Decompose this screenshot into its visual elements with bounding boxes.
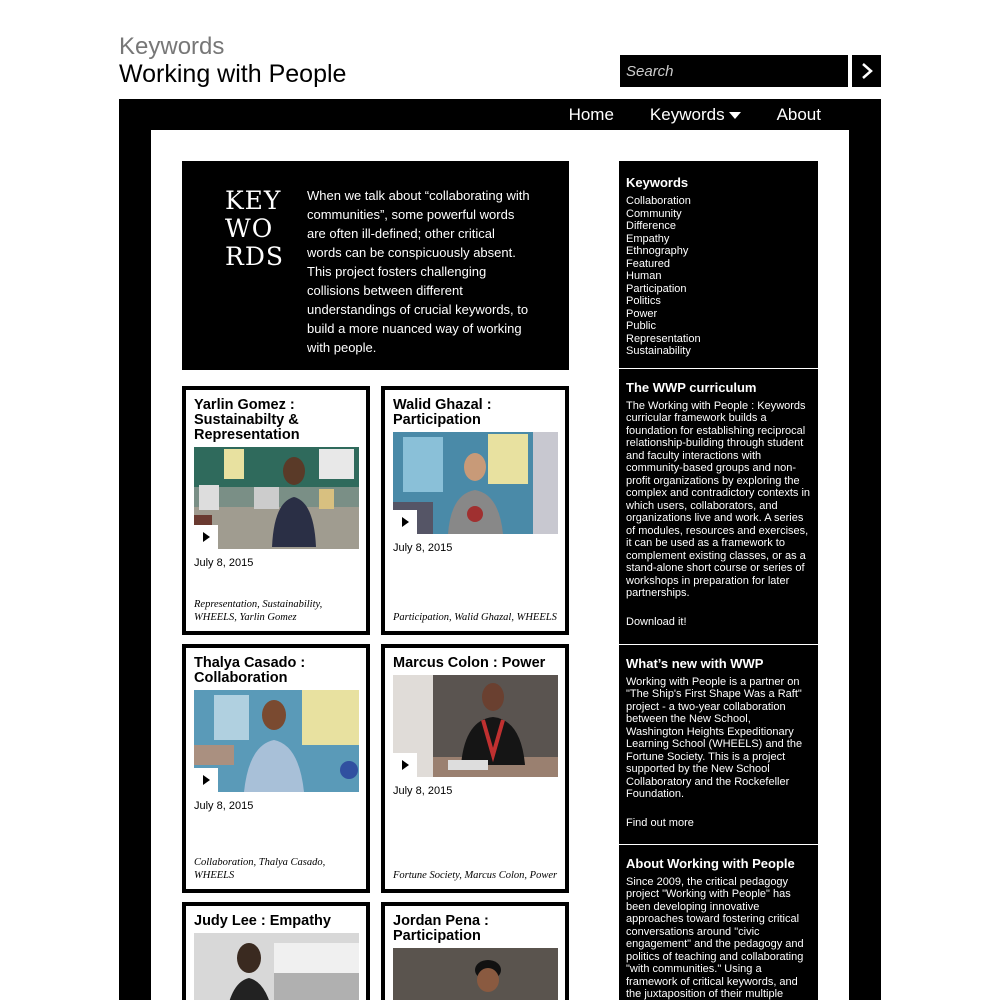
site-subtitle: Keywords (119, 33, 225, 60)
card-tags[interactable]: Representation, Sustainability, WHEELS, Yarlin Gomez (194, 599, 323, 623)
post-card[interactable] (381, 902, 569, 1000)
keyword-link[interactable]: Human (626, 270, 662, 282)
classroom-scene-image (393, 948, 558, 1000)
card-title[interactable]: Jordan Pena : Participation (393, 913, 489, 944)
keyword-link[interactable]: Participation (626, 282, 687, 295)
sidebar-keywords-title: Keywords (626, 175, 689, 190)
card-date: July 8, 2015 (194, 800, 254, 812)
nav-home[interactable] (569, 105, 614, 125)
keyword-link[interactable]: Power (626, 307, 658, 320)
sidebar-keywords-section (619, 161, 818, 369)
keyword-link[interactable]: Community (626, 207, 682, 220)
post-card[interactable] (381, 644, 569, 893)
video-thumbnail[interactable] (393, 948, 558, 1000)
card-tags[interactable]: Fortune Society, Marcus Colon, Power (393, 869, 558, 881)
logo-line: KEY (225, 186, 282, 215)
card-title[interactable]: Yarlin Gomez : Sustainabilty & Representation (194, 397, 300, 443)
keyword-link[interactable]: Collaboration (626, 195, 691, 207)
sidebar-news-title: What’s new with WWP (626, 655, 764, 671)
find-out-more-link[interactable]: Find out more (626, 816, 694, 829)
nav-keywords-label: Keywords (649, 104, 725, 124)
keyword-link[interactable]: Featured (626, 257, 671, 270)
keyword-link[interactable]: Public (626, 320, 656, 332)
keyword-list (626, 195, 811, 358)
news-text: Working with People is a partner on "The Ship's First Shape Was a Raft" project - a two-year collaboration between the New School, Washington Heights Expeditionary Learning School (WHEELS) and the Fortune Society. This is a project supported by the New School Collaboratory and the Rockefeller Foundation. (626, 675, 803, 800)
search-box (620, 55, 848, 87)
card-date: July 8, 2015 (393, 542, 453, 554)
sidebar-about-title: About Working with People (626, 855, 795, 871)
post-card[interactable] (182, 386, 370, 635)
card-title[interactable]: Judy Lee : Empathy (194, 913, 331, 929)
play-icon (203, 775, 210, 785)
card-tags[interactable]: Collaboration, Thalya Casado, WHEELS (194, 857, 326, 881)
keyword-link[interactable]: Politics (626, 295, 661, 307)
video-thumbnail[interactable] (194, 690, 359, 792)
curriculum-text: The Working with People : Keywords curricular framework builds a foundation for establishing reciprocal relationship-building through student and faculty interactions with community-based groups and non-profit organizations by exploring the complex and contradictory contexts in which users, collaborators, and organizations live and work. A series of modules, resources and exercises, it can be used as a framework to complement existing classes, or as a stand-alone short course or series of workshops in preparation for later partnerships. (626, 399, 811, 599)
play-icon (203, 532, 210, 542)
play-button[interactable] (194, 768, 218, 792)
card-title[interactable]: Walid Ghazal : Participation (393, 397, 492, 428)
post-card[interactable] (182, 644, 370, 893)
classroom-scene-image (194, 933, 359, 1000)
keyword-link[interactable]: Ethnography (626, 245, 689, 257)
keyword-link[interactable]: Empathy (626, 232, 670, 245)
play-icon (402, 517, 409, 527)
card-date: July 8, 2015 (194, 557, 254, 569)
sidebar-curriculum-section (619, 369, 818, 645)
sidebar (619, 161, 818, 1000)
play-button[interactable] (393, 753, 417, 777)
chevron-right-icon (860, 62, 874, 80)
classroom-scene-image (393, 675, 558, 777)
sidebar-curriculum-title: The WWP curriculum (626, 379, 757, 395)
nav-keywords[interactable] (650, 105, 741, 125)
sidebar-about-section (619, 845, 818, 1000)
site-title[interactable]: Working with People (119, 60, 347, 88)
classroom-scene-image (194, 447, 359, 549)
download-link[interactable]: Download it! (626, 615, 687, 628)
play-button[interactable] (194, 525, 218, 549)
card-title[interactable]: Marcus Colon : Power (393, 655, 546, 671)
search-submit-button[interactable] (852, 55, 881, 87)
keyword-link[interactable]: Difference (626, 220, 676, 232)
content-area (151, 130, 849, 1000)
sidebar-news-section (619, 645, 818, 845)
video-thumbnail[interactable] (393, 432, 558, 534)
hero-banner (182, 161, 569, 370)
about-text: Since 2009, the critical pedagogy project "Working with People" has been developing innovative approaches toward fostering critical conversations around "civic engagement" and the pedagogy and politics of teaching and collaborating "with communities." Using a framework of critical keywords, and the juxtaposition of their multiple (626, 875, 804, 1000)
hero-text: When we talk about “collaborating with communities”, some powerful words are often ill-defined; other critical words can be conspicuously absent. This project fosters challenging collisions between different understandings of crucial keywords, to build a more nuanced way of working with people. (307, 188, 530, 355)
caret-down-icon (729, 112, 741, 119)
card-tags[interactable]: Participation, Walid Ghazal, WHEELS (393, 611, 557, 623)
nav-about[interactable] (777, 105, 821, 125)
search-input[interactable] (620, 55, 848, 87)
play-icon (402, 760, 409, 770)
nav-about-label: About (776, 104, 821, 124)
nav-home-label: Home (568, 104, 614, 124)
post-card[interactable] (182, 902, 370, 1000)
keyword-link[interactable]: Sustainability (626, 345, 691, 357)
keywords-logo (225, 187, 284, 271)
video-thumbnail[interactable] (194, 933, 359, 1000)
logo-line: WO (225, 214, 274, 243)
play-button[interactable] (393, 510, 417, 534)
classroom-scene-image (393, 432, 558, 534)
classroom-scene-image (194, 690, 359, 792)
video-thumbnail[interactable] (393, 675, 558, 777)
keyword-link[interactable]: Representation (626, 332, 701, 345)
post-card[interactable] (381, 386, 569, 635)
card-date: July 8, 2015 (393, 785, 453, 797)
card-title[interactable]: Thalya Casado : Collaboration (194, 655, 306, 686)
logo-line: RDS (225, 242, 284, 271)
main-nav (569, 99, 821, 130)
video-thumbnail[interactable] (194, 447, 359, 549)
main-frame (119, 99, 881, 1000)
